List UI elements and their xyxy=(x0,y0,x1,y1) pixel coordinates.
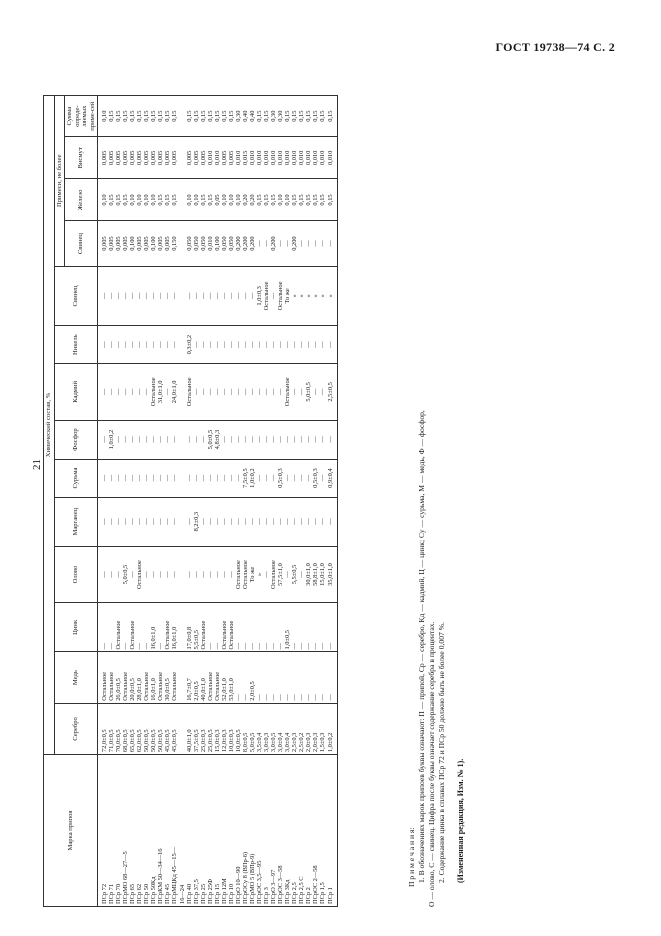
imp-sum-cell: 0,10 0,15 0,15 0,15 0,15 0,15 0,15 0,15 0,15 0,15 0,15 xyxy=(98,96,186,137)
silver-cell: 40,0±1,0 37,5±0,5 25,0±0,3 25,0±0,5 15,0±0,3 12,0±0,3 10,0±0,3 10,0±0,5 8,0±0,5 5,0±0,5 3,5±0,4 3,0±0,3 3,0±0,5 3,0±0,4 3,0±0,4 2,5±0,3 2,5±0,2 2,0±0,3 2,0±0,3 1,5±0,3 1,0±0,2 xyxy=(186,703,337,754)
antimony-cell: — — — — — — — — 7,5±0,5 1,0±0,2 — — — 0,5±0,3 — — — — 0,5±0,3 — 0,9±0,4 xyxy=(186,459,337,497)
col-imp-bismuth-header: Висмут xyxy=(65,137,98,179)
tin-cell: — — — 5,0±0,5 — Остальное — — — — — xyxy=(98,546,186,602)
table-row-group xyxy=(186,96,337,907)
copper-cell: 16,7±0,7 2,0±0,5 40,0±1,0 Остальное Остальное 52,0±1,0 53,0±1,0 — — 2,0±0,5 — — — — — — — — — — — xyxy=(186,652,337,703)
col-imp-iron-header: Железо xyxy=(65,179,98,221)
col-lead-header: Свинец xyxy=(54,266,98,326)
lead-cell: — — — — — — — — — — — xyxy=(98,266,186,326)
nickel-cell: — — — — — — — — — — — xyxy=(98,326,186,364)
note-2: 2. Содержание цинка в сплавах ПСр 72 и ПСр 50 должно быть не более 0,007 %. xyxy=(437,622,446,883)
cadmium-cell: Остальное — — — — — — — — — — — — — Остальное — — 5,0±0,5 — — 2,5±0,5 xyxy=(186,364,337,420)
amendment-note: (Измененная редакция, Изм. № 1). xyxy=(456,758,465,883)
page-number: 21 xyxy=(31,459,43,470)
imp-bismuth-cell: 0,005 0,005 0,005 0,005 0,005 0,005 0,005 0,005 0,005 0,005 0,005 xyxy=(98,137,186,179)
phosphorus-cell: — — — 5,0±0,5 4,8±0,3 — — — — — — — — — — — — — — — — xyxy=(186,420,337,459)
col-grade-header: Марка припоя xyxy=(44,755,98,907)
imp-lead-cell: 0,005 0,005 0,005 0,005 0,100 0,005 0,005 0,100 0,005 0,005 0,150 xyxy=(98,221,186,266)
document-header: ГОСТ 19738—74 С. 2 xyxy=(495,40,615,54)
imp-lead-cell: 0,050 0,050 0,050 0,010 0,100 0,050 0,050 0,200 0,200 0,200 — — 0,200 — — 0,200 — — — — — xyxy=(186,221,337,266)
col-imp-sum-header: Сумма опреде-ляемых приме-сей xyxy=(65,96,98,137)
manganese-cell: — — — — — — — — — — — xyxy=(98,497,186,546)
rotated-table-page xyxy=(35,79,595,915)
phosphorus-cell: — 1,0±0,2 — — — — — — — — — xyxy=(98,420,186,459)
note-1-continuation: О — олово, С — свинец. Цифра после буквы означает содержание серебра в процентах. xyxy=(427,621,436,907)
imp-iron-cell: 0,10 0,10 0,15 0,15 0,05 0,10 0,10 0,10 0,20 0,20 0,15 0,15 0,15 0,10 0,10 0,15 0,15 0,15 0,15 0,15 0,15 xyxy=(186,179,337,221)
col-antimony-header: Сурьма xyxy=(54,459,98,497)
chemical-composition-header: Химический состав, % xyxy=(44,96,55,755)
col-nickel-header: Никель xyxy=(54,326,98,364)
lead-cell: — — — — — — — — — — 1,0±0,3 Остальное — Остальное То же » » » » » » xyxy=(186,266,337,326)
col-tin-header: Олово xyxy=(54,546,98,602)
note-1: 1. В обозначениях марок припоев буквы означают: П — припой, Ср — серебро, Кд — кадмий, Ц — цинк; Су — сурьма, М — медь, Ф — фосфор, xyxy=(417,410,426,883)
col-copper-header: Медь xyxy=(54,652,98,703)
zinc-cell: — — Остальное — Остальное — — 16,0±1,0 — Остальное 16,0±1,0 xyxy=(98,603,186,652)
cadmium-cell: — — — — — — — Остальное 31,0±1,0 — 24,0±1,0 xyxy=(98,364,186,420)
grade-cell: ПСр 72 ПСр 71 ПСр 70 ПСрМО 68—27—5 ПСр 65 ПСр 62 ПСр 50 ПСр 50Кд ПСрКМ 50—34—16 ПСр 45 ПСрМЦКд 45—15— 16—24 xyxy=(98,755,186,907)
silver-cell: 72,0±0,5 71,0±0,5 70,0±0,5 68,0±0,5 65,0±0,5 62,0±0,5 50,0±0,5 50,0±0,5 50,0±0,5 45,0±0,5 45,0±0,5 xyxy=(98,703,186,754)
col-cadmium-header: Кадмий xyxy=(54,364,98,420)
chemical-composition-table xyxy=(43,95,338,907)
col-phosphorus-header: Фосфор xyxy=(54,420,98,459)
imp-bismuth-cell: 0,005 0,005 0,005 0,010 0,010 0,005 0,005 0,010 0,015 0,010 0,010 0,010 0,010 0,010 0,010 0,010 0,010 0,010 0,010 0,010 0,010 xyxy=(186,137,337,179)
zinc-cell: 17,0±0,8 5,5±0,5 Остальное — — Остальное Остальное — — — — — — — 1,0±0,5 — — — — — — xyxy=(186,603,337,652)
notes-section xyxy=(407,95,466,907)
tin-cell: — — — — — — — Остальное Остальное То же » — Остальное 57,5±1,0 — 5,5±0,5 — 30,0±1,0 58,8±1,0 15,0±1,0 35,0±1,0 xyxy=(186,546,337,602)
table-row-group xyxy=(98,96,186,907)
notes-heading: П р и м е ч а н и я: xyxy=(407,827,416,887)
copper-cell: Остальное Остальное 26,0±0,5 Остальное 20,0±0,5 28,0±1,0 Остальное 16,0±1,0 Остальное 30,0±0,5 Остальное xyxy=(98,652,186,703)
nickel-cell: 0,3±0,2 — — — — — — — — — — — — — — — — — — — — xyxy=(186,326,337,364)
imp-sum-cell: 0,15 0,15 0,15 0,15 0,15 0,15 0,15 0,30 0,40 0,40 0,15 0,15 0,30 0,30 0,15 0,15 0,15 0,15 0,15 0,15 0,15 xyxy=(186,96,337,137)
grade-cell: ПСр 40 ПСр 37,5 ПСр 25 ПСр 25Ф ПСр 15 ПСр 12М ПСр 10 ПСрО 10—90 ПСрОСу 8 (ВПр-6) ПСрМО 5 (ВПр-9) ПСрОС 3,5—95 ПСр 3 ПСрО 3—97 ПСрОС 3—58 ПСр 3Кд ПСр 2,5 ПСр 2,5 С ПСр 2 ПСрОС 2—58 ПСр 1,5 ПСр 1 xyxy=(186,755,337,907)
manganese-cell: — 8,2±0,3 — — — — — — — — — — — — — — — — — — — xyxy=(186,497,337,546)
col-imp-lead-header: Свинец xyxy=(65,221,98,266)
antimony-cell: — — — — — — — — — — — xyxy=(98,459,186,497)
col-zinc-header: Цинк xyxy=(54,603,98,652)
impurities-header: Примеси, не более xyxy=(54,96,65,267)
imp-iron-cell: 0,10 0,15 0,15 0,15 0,10 0,10 0,10 0,10 0,15 0,15 0,15 xyxy=(98,179,186,221)
col-manganese-header: Марганец xyxy=(54,497,98,546)
col-silver-header: Серебро xyxy=(54,703,98,754)
